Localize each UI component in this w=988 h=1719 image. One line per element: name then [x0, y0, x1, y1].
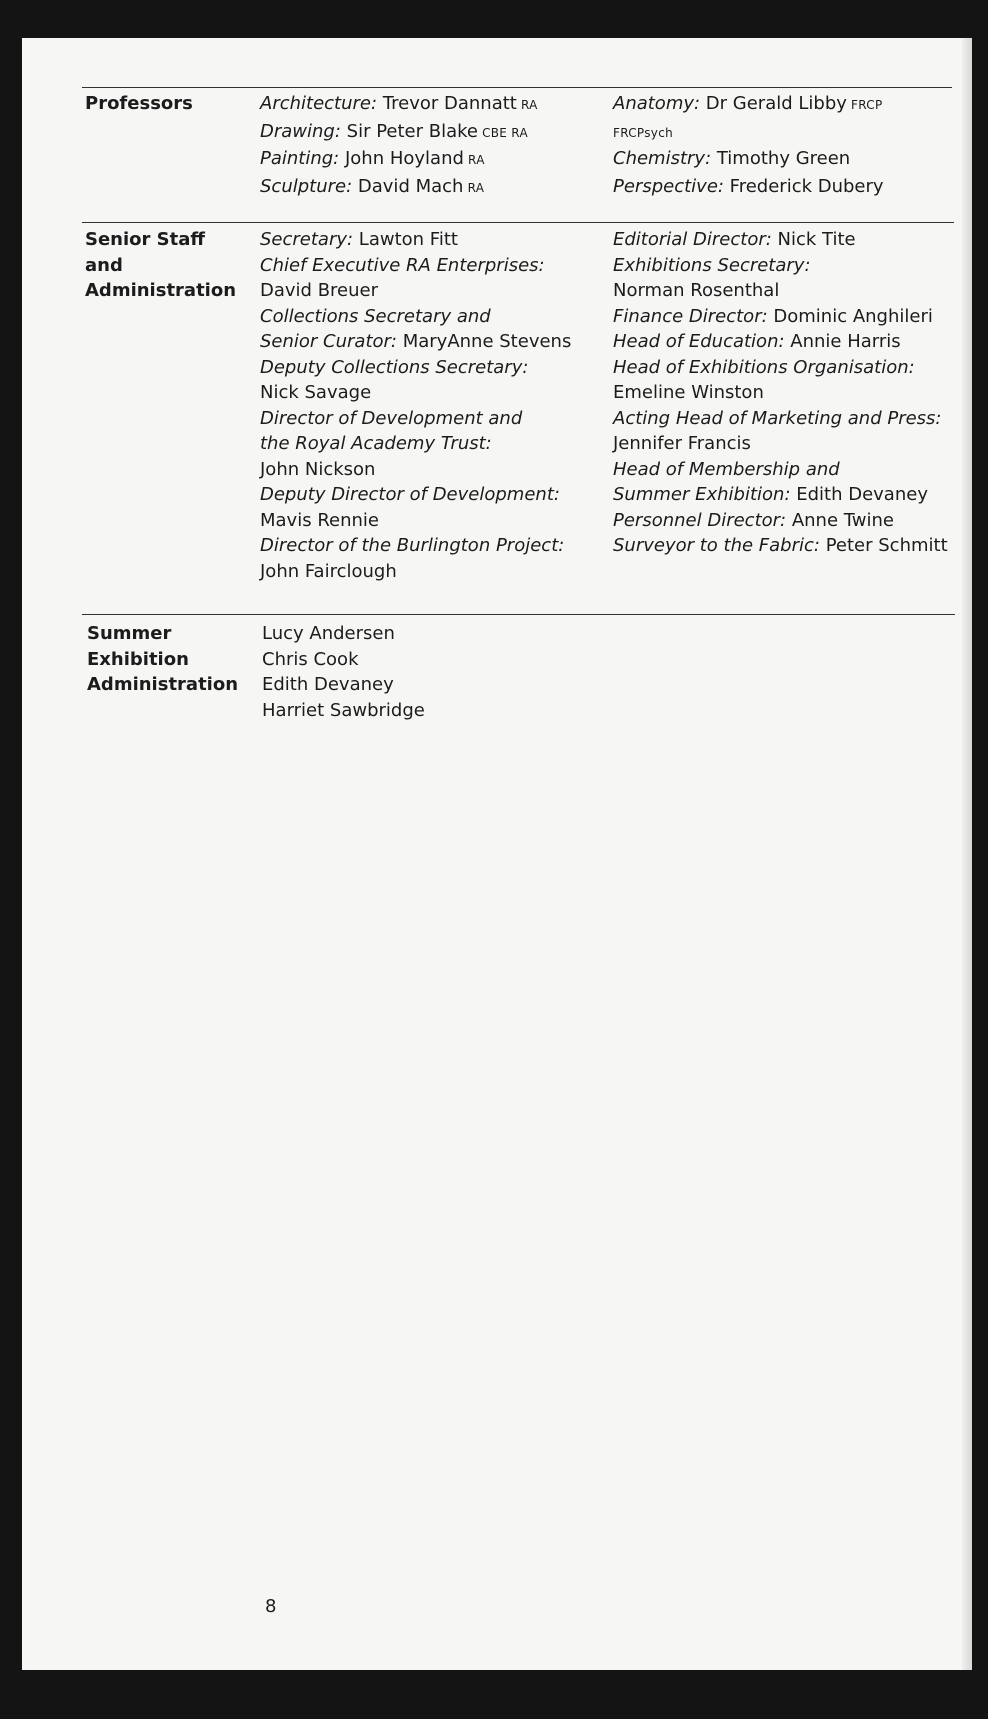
staff-entry: John Nickson [260, 458, 376, 480]
summer-exhibition-names [262, 621, 607, 723]
section-summer-exhibition [85, 621, 965, 731]
staff-entry: Nick Savage [260, 382, 372, 403]
staff-entry: Finance Director: Dominic Anghileri [613, 305, 933, 327]
section-professors [85, 91, 965, 201]
senior-staff-column-right [613, 227, 973, 559]
staff-entry: Surveyor to the Fabric: Peter Schmitt [613, 535, 948, 556]
section-heading: Professors [85, 93, 193, 114]
staff-entry: Painting: John Hoyland RA [260, 148, 485, 169]
document-page [22, 38, 972, 1670]
staff-entry: Summer Exhibition: Edith Devaney [613, 484, 928, 505]
staff-entry: Director of the Burlington Project: [260, 535, 565, 556]
staff-name: Lucy Andersen [262, 623, 395, 644]
staff-entry: the Royal Academy Trust: [260, 433, 492, 454]
section-rule-professors [82, 87, 952, 88]
section-rule-senior-staff [82, 222, 954, 223]
staff-entry: Chemistry: Timothy Green [613, 148, 851, 169]
senior-staff-column-left [260, 227, 605, 584]
staff-entry: FRCPsych [613, 125, 674, 140]
staff-entry: John Fairclough [260, 560, 397, 582]
section-senior-staff [85, 227, 965, 587]
staff-entry: Collections Secretary and [260, 305, 491, 327]
staff-entry: Acting Head of Marketing and Press: [613, 407, 942, 429]
professors-column-left [260, 91, 605, 201]
staff-entry: Architecture: Trevor Dannatt RA [260, 93, 538, 114]
staff-entry: Personnel Director: Anne Twine [613, 509, 894, 531]
staff-entry: Jennifer Francis [613, 433, 751, 454]
staff-entry: Mavis Rennie [260, 509, 379, 531]
professors-column-right [613, 91, 973, 201]
section-heading: Summer Exhibition Administration [87, 623, 239, 695]
staff-entry: Secretary: Lawton Fitt [260, 229, 458, 250]
staff-entry: Senior Curator: MaryAnne Stevens [260, 331, 572, 352]
staff-entry: Editorial Director: Nick Tite [613, 229, 856, 250]
staff-name: Chris Cook [262, 648, 359, 670]
staff-entry: Sculpture: David Mach RA [260, 175, 485, 197]
staff-entry: Norman Rosenthal [613, 280, 780, 301]
section-rule-summer-exhibition [82, 614, 955, 615]
page-number: 8 [265, 1596, 277, 1617]
staff-entry: Deputy Collections Secretary: [260, 356, 529, 378]
staff-entry: Head of Exhibitions Organisation: [613, 356, 915, 378]
staff-entry: Chief Executive RA Enterprises: [260, 254, 545, 276]
staff-entry: Head of Membership and [613, 458, 840, 480]
staff-entry: Director of Development and [260, 407, 523, 429]
staff-entry: Head of Education: Annie Harris [613, 331, 901, 352]
staff-entry: Exhibitions Secretary: [613, 254, 811, 276]
staff-name: Edith Devaney [262, 674, 394, 695]
staff-entry: Emeline Winston [613, 382, 764, 403]
staff-entry: Deputy Director of Development: [260, 484, 560, 505]
staff-entry: Anatomy: Dr Gerald Libby FRCP [613, 93, 883, 114]
section-heading: Senior Staff and Administration [85, 229, 237, 301]
staff-entry: Drawing: Sir Peter Blake CBE RA [260, 120, 528, 142]
staff-entry: Perspective: Frederick Dubery [613, 175, 884, 197]
staff-name: Harriet Sawbridge [262, 699, 425, 721]
staff-entry: David Breuer [260, 280, 379, 301]
